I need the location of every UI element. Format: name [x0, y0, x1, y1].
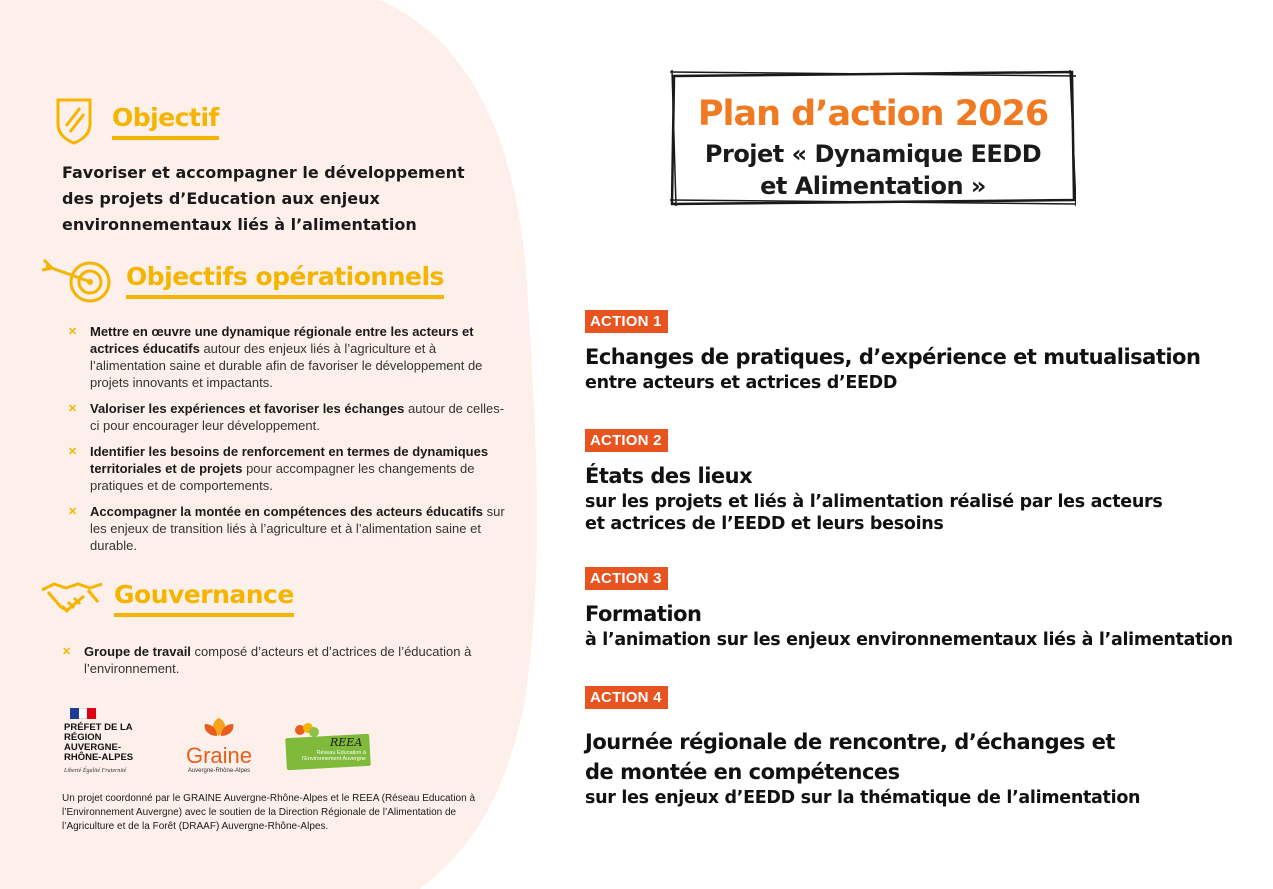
objectif-header [52, 96, 219, 146]
list-item: ✕ Accompagner la montée en compétences des acteurs éducatifs sur les enjeux de transition liés à l’agriculture et à l’alimentation saine et durable. [68, 504, 505, 553]
list-item: ✕ Mettre en œuvre une dynamique régionale entre les acteurs et actrices éducatifs autour des enjeux liés à l’agriculture et à l’alimentation saine et durable afin de favoriser le développement de projets innovants et impactants. [68, 324, 483, 390]
action-block-4 [585, 686, 1145, 809]
credit-text: Un projet coordonné par le GRAINE Auvergne-Rhône-Alpes et le REEA (Réseau Education à l’Environnement Auvergne) avec le soutien de la Direction Régionale de l’Alimentation de l’Agriculture et de la Forêt (DRAAF) Auvergne-Rhône-Alpes. [62, 793, 476, 832]
graine-name: Graine [185, 743, 253, 768]
handshake-icon [40, 576, 104, 620]
objectif-title: Objectif [112, 103, 219, 140]
gouvernance-header [40, 576, 294, 620]
shield-icon [52, 96, 98, 146]
target-icon [42, 256, 114, 304]
list-item: ✕ Valoriser les expériences et favoriser les échanges autour de celles-ci pour encourager leur développement. [68, 401, 505, 433]
action-title: Journée régionale de rencontre, d’échanges et de montée en compétences [585, 730, 1115, 784]
action-block-1 [585, 310, 1255, 394]
page-title: Plan d’action 2026 [697, 94, 1049, 134]
action-badge: ACTION 1 [585, 310, 668, 333]
graine-subtitle: Auvergne-Rhône-Alpes [187, 768, 251, 774]
action-badge: ACTION 4 [585, 686, 668, 709]
reea-logo [286, 722, 372, 768]
leaf-icon [199, 716, 239, 738]
project-line-1: Projet « Dynamique EEDD [704, 140, 1042, 168]
action-badge: ACTION 3 [585, 567, 668, 590]
gouvernance-list [62, 643, 502, 686]
action-subtitle: à l’animation sur les enjeux environnementaux liés à l’alimentation [585, 630, 1233, 650]
partner-logos [64, 708, 504, 788]
action-block-2 [585, 429, 1185, 535]
action-subtitle: entre acteurs et actrices d’EEDD [585, 373, 898, 393]
action-title: Formation [585, 602, 702, 626]
project-line-2: et Alimentation » [760, 172, 986, 200]
bullet-x-icon: ✕ [62, 646, 72, 658]
operationnels-header [42, 256, 444, 304]
bullet-x-icon: ✕ [68, 446, 78, 458]
prefet-logo [64, 708, 154, 775]
graine-logo [179, 716, 259, 774]
reea-subtitle: Réseau Education à l’Environnement Auvergne [301, 750, 366, 762]
operationnels-title: Objectifs opérationnels [126, 262, 444, 299]
action-title: États des lieux [585, 464, 753, 488]
action-badge: ACTION 2 [585, 429, 668, 452]
gouvernance-title: Gouvernance [114, 580, 294, 617]
prefet-motto: Liberté Égalité Fraternité [64, 768, 127, 774]
bullet-x-icon: ✕ [68, 506, 78, 518]
action-title: Echanges de pratiques, d’expérience et mutualisation [585, 345, 1201, 369]
bullet-x-icon: ✕ [68, 326, 78, 338]
prefet-text: PRÉFET DE LA RÉGION AUVERGNE- RHÔNE-ALPES [64, 722, 134, 763]
list-item: ✕ Identifier les besoins de renforcement en termes de dynamiques territoriales et de projets pour accompagner les changements de pratiques et de comportements. [68, 444, 489, 493]
action-block-3 [585, 567, 1255, 651]
list-item: ✕ Groupe de travail composé d’acteurs et d’actrices de l’éducation à l’environnement. [62, 644, 472, 676]
action-subtitle: sur les enjeux d’EEDD sur la thématique de l’alimentation [585, 788, 1141, 808]
operationnels-list [68, 323, 508, 563]
reea-name: REEA [330, 736, 363, 749]
french-flag-icon [70, 708, 96, 719]
objectif-text: Favoriser et accompagner le développement des projets d’Education aux enjeux environnementaux liés à l’alimentation [62, 163, 465, 234]
action-subtitle: sur les projets et liés à l’alimentation réalisé par les acteurs et actrices de l’EEDD et leurs besoins [585, 492, 1163, 534]
bullet-x-icon: ✕ [68, 403, 78, 415]
title-box [670, 70, 1076, 206]
